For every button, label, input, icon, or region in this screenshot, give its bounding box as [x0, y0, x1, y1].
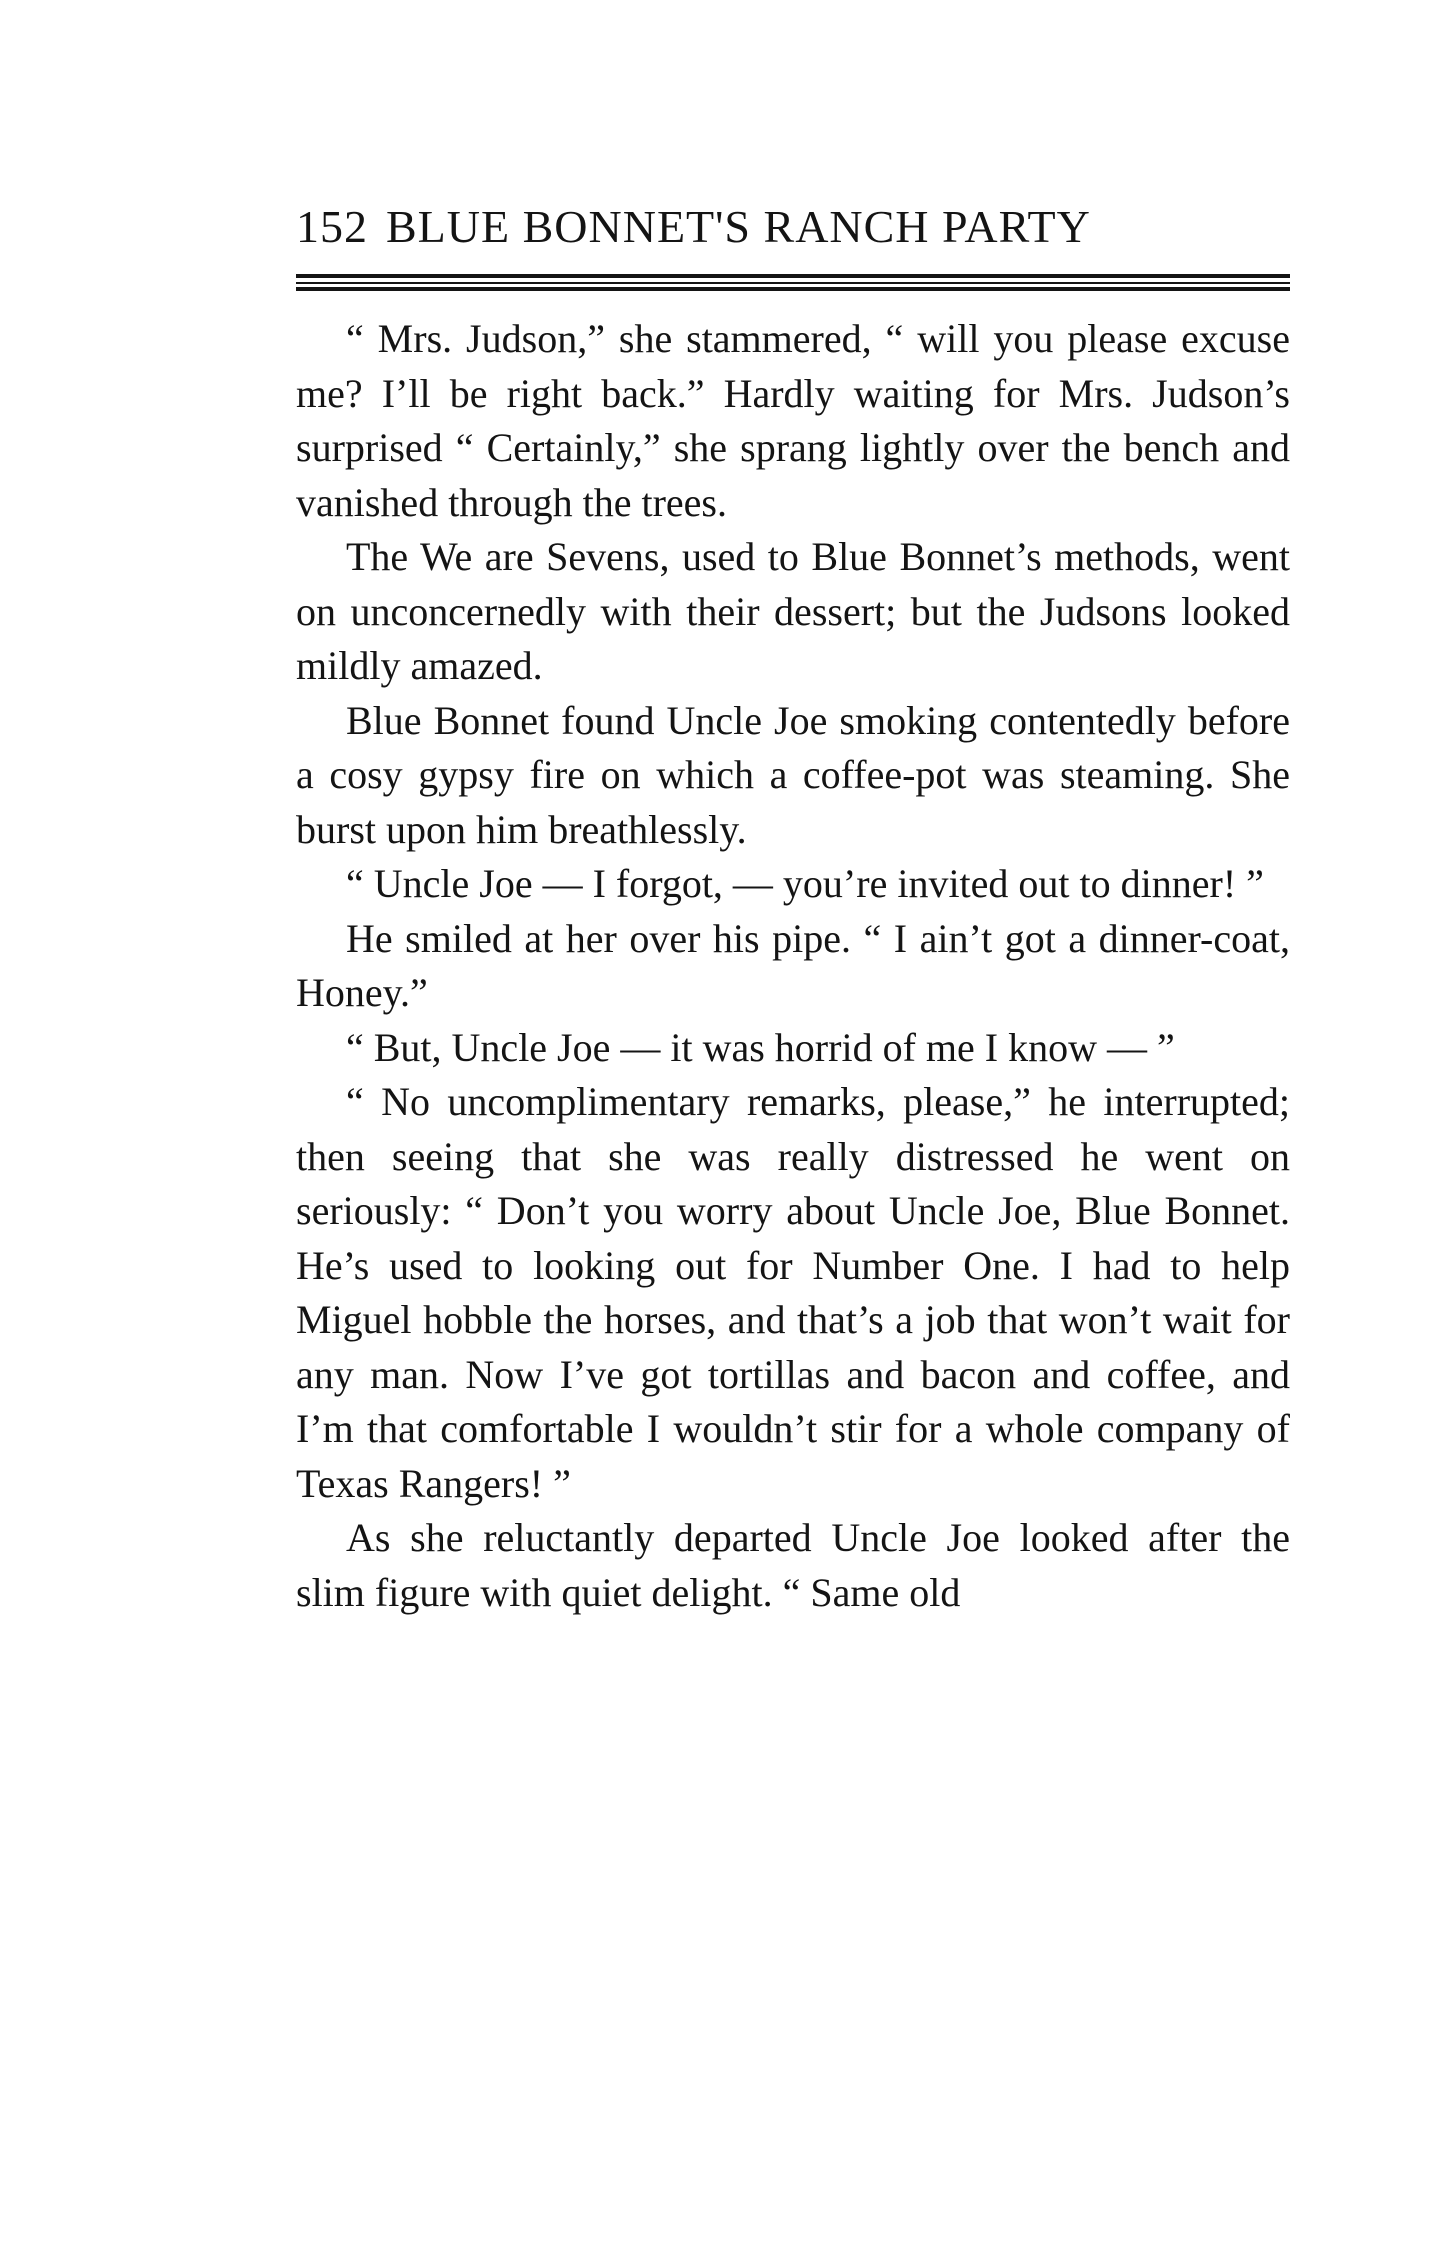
header-rule-bottom — [296, 287, 1290, 291]
page-number: 152 — [296, 201, 368, 252]
paragraph: “ Mrs. Judson,” she stammered, “ will you please excuse me? I’ll be right back.” Hardly waiting for Mrs. Judson’s surprised “ Certainly,” she sprang lightly over the bench and vanished through the trees. — [296, 316, 1290, 525]
running-title: BLUE BONNET'S RANCH PARTY — [386, 201, 1091, 252]
header-rule-middle — [296, 282, 1290, 284]
paragraph: The We are Sevens, used to Blue Bonnet’s methods, went on unconcernedly with their dessert; but the Judsons looked mildly amazed. — [296, 534, 1290, 688]
paragraph: “ Uncle Joe — I forgot, — you’re invited out to dinner! ” — [346, 861, 1264, 906]
header-rule-top — [296, 274, 1290, 278]
page-body — [296, 312, 1290, 1620]
paragraph: “ But, Uncle Joe — it was horrid of me I know — ” — [346, 1024, 1175, 1070]
paragraph: Blue Bonnet found Uncle Joe smoking contentedly before a cosy gypsy fire on which a coffee-pot was steaming. She burst upon him breathlessly. — [296, 697, 1290, 852]
running-header — [296, 200, 1290, 270]
paragraph: As she reluctantly departed Uncle Joe looked after the slim figure with quiet delight. “ Same old — [296, 1515, 1290, 1615]
paragraph: “ No uncomplimentary remarks, please,” he interrupted; then seeing that she was really distressed he went on seriously: “ Don’t you worry about Uncle Joe, Blue Bonnet. He’s used to looking out for Number One. I had to help Miguel hobble the horses, and that’s a job that won’t wait for any man. Now I’ve got tortillas and bacon and coffee, and I’m that comfortable I wouldn’t stir for a whole company of Texas Rangers! ” — [296, 1079, 1290, 1506]
paragraph: He smiled at her over his pipe. “ I ain’t got a dinner-coat, Honey.” — [296, 915, 1290, 1015]
